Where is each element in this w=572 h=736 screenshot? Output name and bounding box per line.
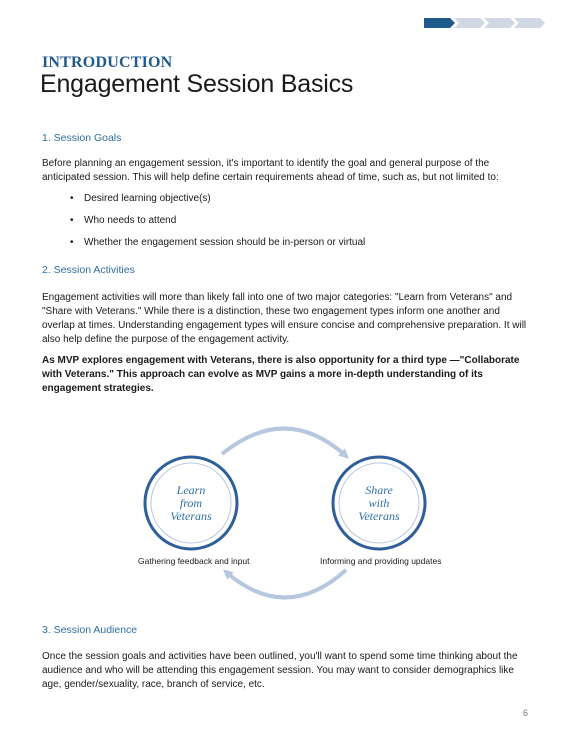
- engagement-cycle-diagram: [0, 410, 572, 610]
- progress-step-2: [454, 18, 485, 28]
- activities-paragraph: Engagement activities will more than likely fall into one of two major categories: "Learn from Veterans" and "Share with Veterans." While there is a distinction, these two engagement types inform one another and overlap at times. Understanding engagement types will ensure concise and comprehensive preparation. It will also help define the purpose of the engagement activity.: [42, 292, 527, 345]
- page-title: Engagement Session Basics: [40, 70, 354, 98]
- activities-bold-paragraph: As MVP explores engagement with Veterans, there is also opportunity for a third type —"Collaborate with Veterans." This approach can evolve as MVP gains a more in-depth understanding of its engagement strategies.: [42, 355, 520, 394]
- list-item-text: Whether the engagement session should be in-person or virtual: [84, 237, 366, 248]
- arrow-top-icon: [222, 428, 346, 456]
- list-item: [42, 214, 522, 236]
- progress-step-1: [424, 18, 455, 28]
- share-label-line1: Share: [365, 483, 393, 497]
- bullet-icon: •: [70, 193, 74, 204]
- arrow-bottom-icon: [226, 570, 346, 598]
- goals-intro-paragraph: Before planning an engagement session, it's important to identify the goal and general purpose of the anticipated session. This will help define certain requirements ahead of time, such as, but not limited to:: [42, 158, 499, 183]
- bullet-icon: •: [70, 215, 74, 226]
- section-heading-goals: 1. Session Goals: [42, 132, 122, 144]
- share-with-veterans-node: [333, 457, 425, 549]
- audience-paragraph: Once the session goals and activities have been outlined, you'll want to spend some time thinking about the audience and who will be attending this engagement session. You may want to consider demographics like age, gender/sexuality, race, branch of service, etc.: [42, 651, 518, 690]
- progress-step-3: [484, 18, 515, 28]
- learn-from-veterans-node: [145, 457, 237, 549]
- learn-label-line2: from: [179, 496, 203, 510]
- section-heading-activities: 2. Session Activities: [42, 264, 135, 276]
- learn-label-line3: Veterans: [170, 509, 212, 523]
- page-number: 6: [522, 708, 528, 718]
- list-item-text: Who needs to attend: [84, 215, 177, 226]
- progress-indicator: [424, 18, 546, 28]
- list-item: [42, 192, 522, 214]
- progress-step-4: [514, 18, 545, 28]
- section-kicker: INTRODUCTION: [42, 54, 173, 71]
- share-label-line2: with: [368, 496, 390, 510]
- bullet-icon: •: [70, 237, 74, 248]
- list-item: [42, 236, 522, 258]
- learn-caption: Gathering feedback and input: [138, 556, 250, 566]
- learn-label-line1: Learn: [176, 483, 206, 497]
- share-label-line3: Veterans: [358, 509, 400, 523]
- share-caption: Informing and providing updates: [320, 556, 442, 566]
- goals-bullet-list: [42, 192, 522, 258]
- list-item-text: Desired learning objective(s): [84, 193, 211, 204]
- section-heading-audience: 3. Session Audience: [42, 624, 138, 636]
